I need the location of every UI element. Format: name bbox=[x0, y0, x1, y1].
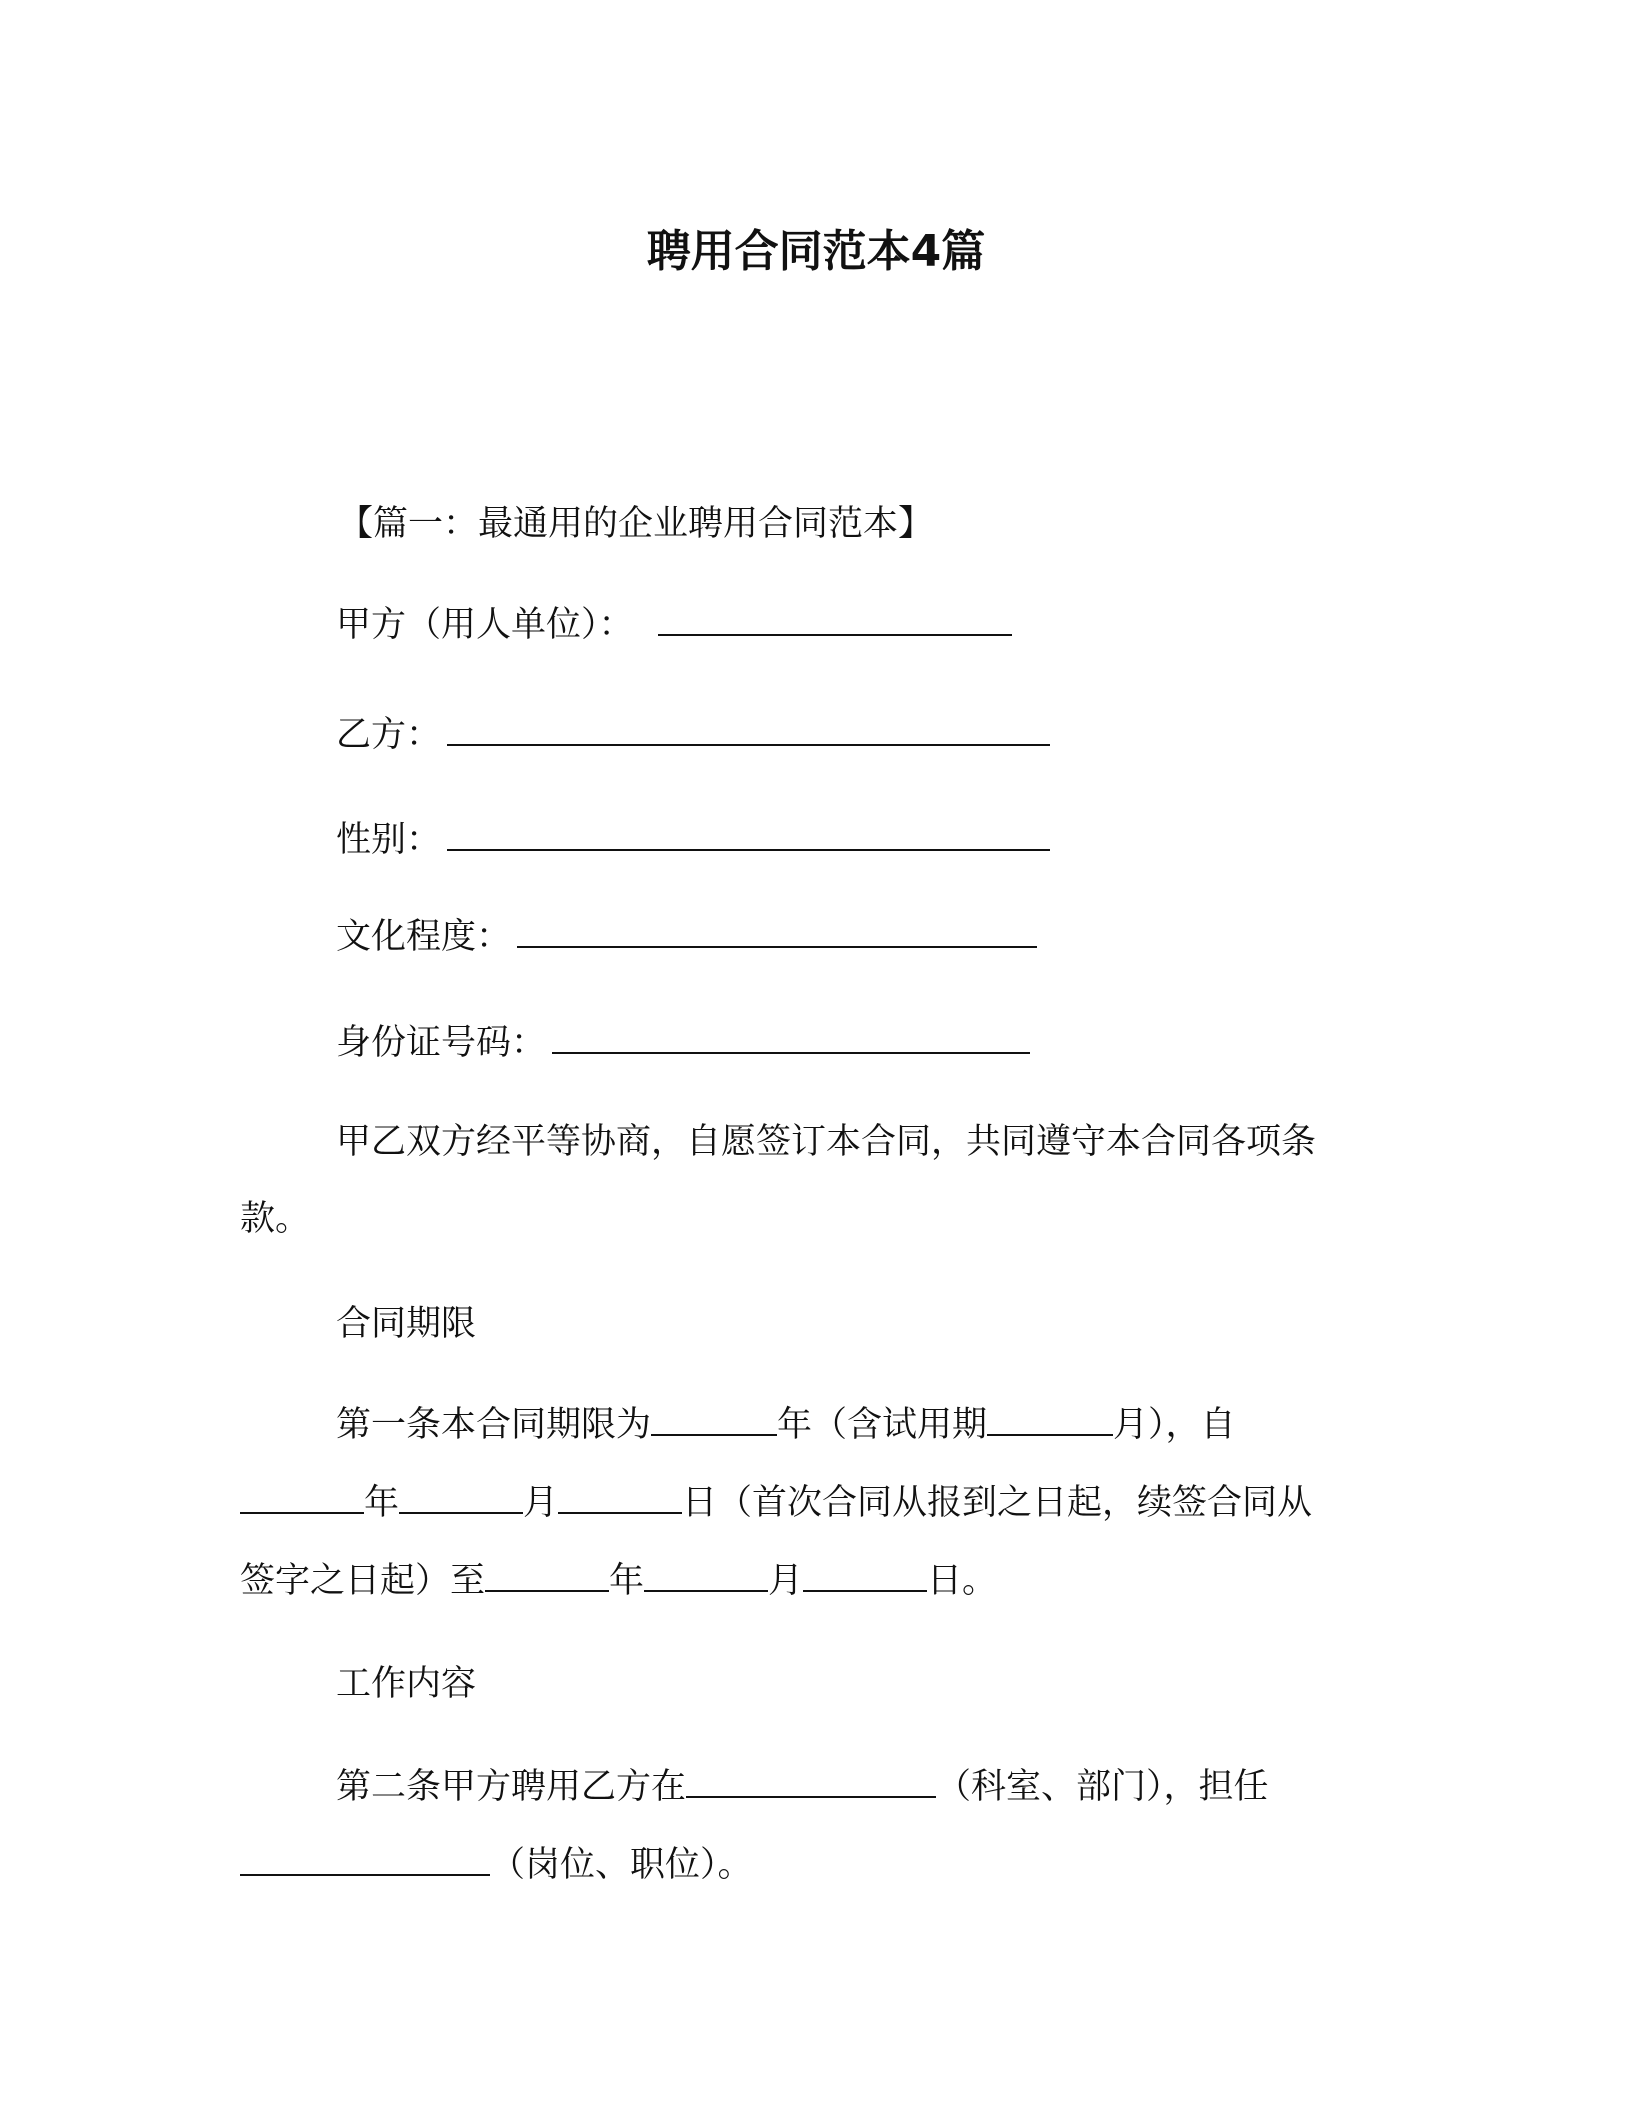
field-education-label: 文化程度： bbox=[336, 917, 512, 957]
field-id-number-label: 身份证号码： bbox=[336, 1023, 547, 1063]
article1-text: 日。 bbox=[927, 1561, 998, 1601]
field-employer bbox=[336, 600, 1012, 649]
intro-line-2: 款。 bbox=[240, 1199, 311, 1239]
blank-probation-months[interactable] bbox=[987, 1400, 1113, 1436]
article1-line-1 bbox=[336, 1400, 1236, 1449]
document-title: 聘用合同范本4篇 bbox=[646, 226, 986, 277]
article1-text: 月 bbox=[768, 1561, 804, 1601]
article2-text: 第二条甲方聘用乙方在 bbox=[336, 1767, 687, 1807]
field-id-number bbox=[336, 1018, 1030, 1067]
section-heading: 【篇一：最通用的企业聘用合同范本】 bbox=[338, 504, 934, 544]
article1-text: 签字之日起）至 bbox=[240, 1561, 486, 1601]
field-employee-label: 乙方： bbox=[336, 715, 442, 755]
blank-end-year[interactable] bbox=[485, 1556, 609, 1592]
field-gender bbox=[336, 815, 1050, 864]
article1-text: 年 bbox=[609, 1561, 645, 1601]
blank-years[interactable] bbox=[651, 1400, 777, 1436]
heading-work-content: 工作内容 bbox=[336, 1664, 477, 1704]
article1-text: 日（首次合同从报到之日起，续签合同从 bbox=[682, 1483, 1313, 1523]
heading-contract-term: 合同期限 bbox=[336, 1304, 477, 1344]
field-employee-blank[interactable] bbox=[447, 710, 1050, 746]
field-education-blank[interactable] bbox=[517, 912, 1037, 948]
article1-text: 年 bbox=[364, 1483, 400, 1523]
article1-line-2 bbox=[240, 1478, 1312, 1527]
field-employee bbox=[336, 710, 1050, 759]
article1-text: 年（含试用期 bbox=[777, 1405, 988, 1445]
article1-text: 第一条本合同期限为 bbox=[336, 1405, 652, 1445]
intro-line-1: 甲乙双方经平等协商，自愿签订本合同，共同遵守本合同各项条 bbox=[336, 1122, 1317, 1162]
blank-start-month[interactable] bbox=[399, 1478, 523, 1514]
blank-end-month[interactable] bbox=[644, 1556, 768, 1592]
blank-start-day[interactable] bbox=[558, 1478, 682, 1514]
field-employer-label: 甲方（用人单位）： bbox=[336, 605, 634, 645]
article1-text: 月 bbox=[523, 1483, 559, 1523]
field-employer-blank[interactable] bbox=[658, 600, 1012, 636]
blank-end-day[interactable] bbox=[803, 1556, 927, 1592]
article2-line-2 bbox=[240, 1840, 753, 1889]
blank-position[interactable] bbox=[240, 1840, 490, 1876]
article1-line-3 bbox=[240, 1556, 997, 1605]
field-education bbox=[336, 912, 1037, 961]
article2-text: （科室、部门），担任 bbox=[936, 1767, 1269, 1807]
article2-line-1 bbox=[336, 1762, 1269, 1811]
blank-department[interactable] bbox=[686, 1762, 936, 1798]
field-id-number-blank[interactable] bbox=[552, 1018, 1030, 1054]
article2-text: （岗位、职位）。 bbox=[490, 1845, 753, 1885]
blank-start-year[interactable] bbox=[240, 1478, 364, 1514]
field-gender-label: 性别： bbox=[336, 820, 442, 860]
article1-text: 月），自 bbox=[1113, 1405, 1236, 1445]
field-gender-blank[interactable] bbox=[447, 815, 1050, 851]
